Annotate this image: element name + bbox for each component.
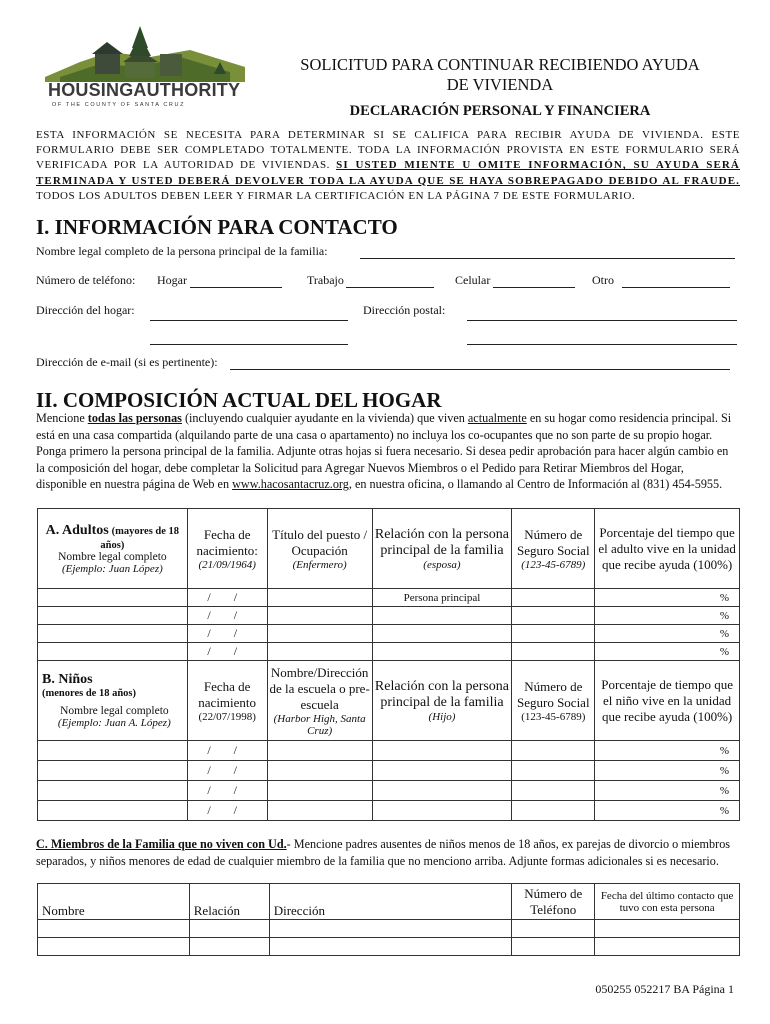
- children-table: [37, 660, 740, 821]
- children-percent-header: Porcentaje de tiempo que el niño vive en la unidad que recibe ayuda (100%): [595, 661, 740, 741]
- adults-relation-header: Relación con la persona principal de la familia (esposa): [372, 509, 512, 589]
- section-2-instructions: Mencione todas las personas (incluyendo cualquier ayudante en la vivienda) que viven actualmente en su hogar como residencia principal. Si está en una casa compartida (alquilando parte de una casa o apartamento) no incluya los co-ocupantes que no son parte de su propio hogar. Ponga primero la persona principal de la familia. Adjunte otras hojas si fuera necesario. Si desea pedir aprobación para hacer algún cambio en la composición del hogar, debe completar la Solicitud para Agregar Nuevos Miembros o el Pedido para Retirar Miembros del Hogar, disponible en nuestra página de Web en www.hacosantacruz.org, en nuestra oficina, o llamando al Centro de Información al (831) 454-5955.: [36, 411, 732, 492]
- children-name-header: B. Niños (menores de 18 años) Nombre legal completo (Ejemplo: Juan A. López): [38, 661, 188, 741]
- adults-table: [37, 508, 740, 661]
- section-c-heading: C. Miembros de la Familia que no viven con Ud.: [36, 837, 287, 851]
- absent-address-header: Dirección: [269, 884, 512, 920]
- form-subtitle: DECLARACIÓN PERSONAL Y FINANCIERA: [349, 103, 651, 119]
- page-footer: 050255 052217 BA Página 1: [595, 982, 734, 996]
- housing-authority-logo: [40, 22, 255, 112]
- absent-last-contact-header: Fecha del último contacto que tuvo con esta persona: [595, 884, 740, 920]
- adults-dob-header: Fecha de nacimiento: (21/09/1964): [187, 509, 267, 589]
- fraud-warning: SI USTED MIENTE U OMITE INFORMACIÓN, SU AYUDA SERÁ TERMINADA Y USTED DEBERÁ DEVOLVER TODA LA AYUDA QUE SE HAYA SOBREPAGADO DEBIDO AL FRAUDE.: [36, 159, 740, 187]
- home-address-field-1[interactable]: [150, 320, 348, 321]
- section-c-instructions: C. Miembros de la Familia que no viven con Ud.- Mencione padres ausentes de niños menos de 18 años, ex parejas de divorcio o miembros separados, y niños menores de edad de cualquier miembro de la familia que no menciono arriba. Adjunte formas adicionales si es necesario.: [36, 837, 731, 868]
- work-phone-label: Trabajo: [307, 273, 344, 287]
- absent-member-row[interactable]: [38, 938, 740, 956]
- adults-job-header: Título del puesto / Ocupación (Enfermero): [267, 509, 372, 589]
- adults-name-header: A. Adultos (mayores de 18 años) Nombre legal completo (Ejemplo: Juan López): [38, 509, 188, 589]
- home-address-field-2[interactable]: [150, 344, 348, 345]
- section-1-heading: I. INFORMACIÓN PARA CONTACTO: [36, 215, 398, 239]
- adults-percent-header: Porcentaje del tiempo que el adulto vive en la unidad que recibe ayuda (100%): [595, 509, 740, 589]
- children-header-row: [38, 661, 740, 741]
- children-dob-header: Fecha de nacimiento (22/07/1998): [187, 661, 267, 741]
- home-address-label: Dirección del hogar:: [36, 303, 135, 317]
- adults-ssn-header: Número de Seguro Social (123-45-6789): [512, 509, 595, 589]
- absent-members-header-row: [38, 884, 740, 920]
- adult-row[interactable]: / / %: [38, 625, 740, 643]
- child-row[interactable]: / / %: [38, 801, 740, 821]
- mailing-address-field-2[interactable]: [467, 344, 737, 345]
- mailing-address-label: Dirección postal:: [363, 303, 446, 317]
- children-school-header: Nombre/Dirección de la escuela o pre-escuela (Harbor High, Santa Cruz): [267, 661, 372, 741]
- absent-name-header: Nombre: [38, 884, 190, 920]
- section-2-heading: II. COMPOSICIÓN ACTUAL DEL HOGAR: [36, 388, 442, 412]
- phone-label: Número de teléfono:: [36, 273, 136, 287]
- adult-row[interactable]: / / %: [38, 643, 740, 661]
- home-phone-field[interactable]: [190, 287, 282, 288]
- cell-phone-label: Celular: [455, 273, 491, 287]
- absent-member-row[interactable]: [38, 920, 740, 938]
- mailing-address-field-1[interactable]: [467, 320, 737, 321]
- other-phone-label: Otro: [592, 273, 614, 287]
- child-row[interactable]: / / %: [38, 741, 740, 761]
- home-phone-label: Hogar: [157, 273, 187, 287]
- work-phone-field[interactable]: [346, 287, 434, 288]
- child-row[interactable]: / / %: [38, 781, 740, 801]
- logo-text: HOUSINGAUTHORITY: [48, 80, 241, 100]
- email-label: Dirección de e-mail (si es pertinente):: [36, 355, 218, 369]
- absent-members-table: [37, 883, 740, 956]
- children-relation-header: Relación con la persona principal de la familia (Hijo): [372, 661, 512, 741]
- intro-paragraph: ESTA INFORMACIÓN SE NECESITA PARA DETERMINAR SI SE CALIFICA PARA RECIBIR AYUDA DE VIVIENDA. ESTE FORMULARIO DEBE SER COMPLETADO TOTALMENTE. TODA LA INFORMACIÓN PROVISTA EN ESTE FORMULARIO SERÁ VERIFICADA POR LA AUTORIDAD DE VIVIENDAS. SI USTED MIENTE U OMITE INFORMACIÓN, SU AYUDA SERÁ TERMINADA Y USTED DEBERÁ DEVOLVER TODA LA AYUDA QUE SE HAYA SOBREPAGADO DEBIDO AL FRAUDE. TODOS LOS ADULTOS DEBEN LEER Y FIRMAR LA CERTIFICACIÓN EN LA PÁGINA 7 DE ESTE FORMULARIO.: [36, 129, 740, 202]
- full-name-label: Nombre legal completo de la persona principal de la familia:: [36, 244, 328, 258]
- cell-phone-field[interactable]: [493, 287, 575, 288]
- email-field[interactable]: [230, 369, 730, 370]
- full-name-field[interactable]: [360, 258, 735, 259]
- other-phone-field[interactable]: [622, 287, 730, 288]
- form-title: SOLICITUD PARA CONTINUAR RECIBIENDO AYUDA DE VIVIENDA: [300, 55, 700, 94]
- children-ssn-header: Número de Seguro Social (123-45-6789): [512, 661, 595, 741]
- child-row[interactable]: / / %: [38, 761, 740, 781]
- adult-row[interactable]: / / Persona principal %: [38, 589, 740, 607]
- website-link: www.hacosantacruz.org: [232, 477, 349, 492]
- absent-relation-header: Relación: [189, 884, 269, 920]
- adult-row[interactable]: / / %: [38, 607, 740, 625]
- logo-subtext: OF THE COUNTY OF SANTA CRUZ: [52, 102, 186, 108]
- absent-phone-header: Número de Teléfono: [512, 884, 595, 920]
- adults-header-row: [38, 509, 740, 589]
